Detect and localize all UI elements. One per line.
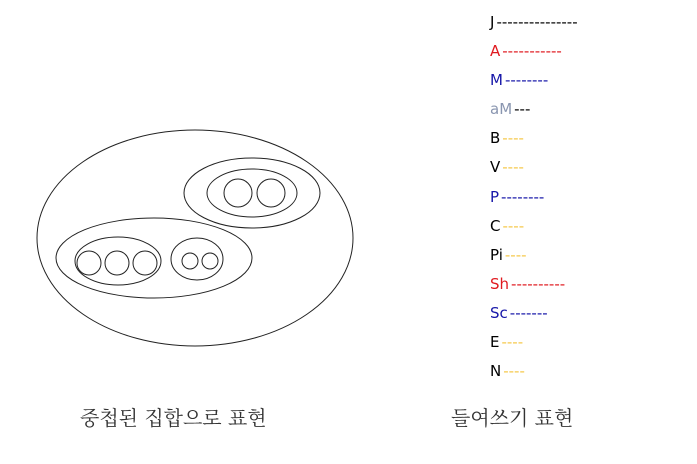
item-dashes: ----: [503, 362, 525, 381]
item-label: M: [490, 71, 503, 90]
item-label: C: [490, 216, 501, 235]
item-label: V: [490, 158, 501, 177]
list-item: [490, 299, 578, 328]
item-label: A: [490, 42, 501, 61]
set-aM: [224, 179, 252, 207]
indentation-caption: 들여쓰기 표현: [451, 406, 574, 430]
list-item: [490, 153, 578, 182]
item-dashes: ----: [502, 129, 524, 148]
item-dashes: ----: [502, 158, 524, 177]
item-dashes: ---------------: [496, 13, 578, 31]
item-label: P: [490, 187, 500, 206]
list-item: [490, 124, 578, 153]
set-E: [182, 253, 198, 269]
list-item: [490, 212, 578, 241]
list-item: [490, 328, 578, 357]
item-dashes: --------: [504, 71, 549, 90]
list-item: [490, 183, 578, 212]
item-dashes: -------: [509, 303, 548, 322]
set-C: [133, 251, 157, 275]
item-dashes: --------: [501, 187, 545, 206]
list-item: [490, 37, 578, 66]
item-dashes: ---: [514, 100, 531, 119]
nested-sets-caption: 중첩된 집합으로 표현: [80, 406, 267, 430]
item-dashes: -----------: [502, 42, 562, 61]
item-dashes: ----: [504, 245, 527, 264]
list-item: [490, 241, 578, 270]
list-item: [490, 8, 578, 37]
list-item: [490, 95, 578, 124]
set-B: [257, 179, 285, 207]
item-label: Sh: [490, 274, 510, 293]
list-item: [490, 270, 578, 299]
item-label: Sc: [490, 303, 508, 322]
item-label: aM: [490, 100, 513, 119]
item-label: J: [490, 13, 495, 31]
set-Pi: [171, 238, 223, 280]
item-dashes: ----------: [511, 274, 566, 293]
item-label: Pi: [490, 245, 503, 264]
item-label: B: [490, 129, 501, 148]
indentation-list: [490, 8, 578, 386]
item-dashes: ----: [501, 333, 524, 352]
item-label: N: [490, 362, 502, 381]
list-item: [490, 66, 578, 95]
list-item: [490, 357, 578, 386]
item-label: E: [490, 333, 500, 352]
set-Sc: [75, 237, 161, 285]
set-P: [105, 251, 129, 275]
item-dashes: ----: [502, 216, 525, 235]
set-V: [77, 251, 101, 275]
set-N: [202, 253, 218, 269]
